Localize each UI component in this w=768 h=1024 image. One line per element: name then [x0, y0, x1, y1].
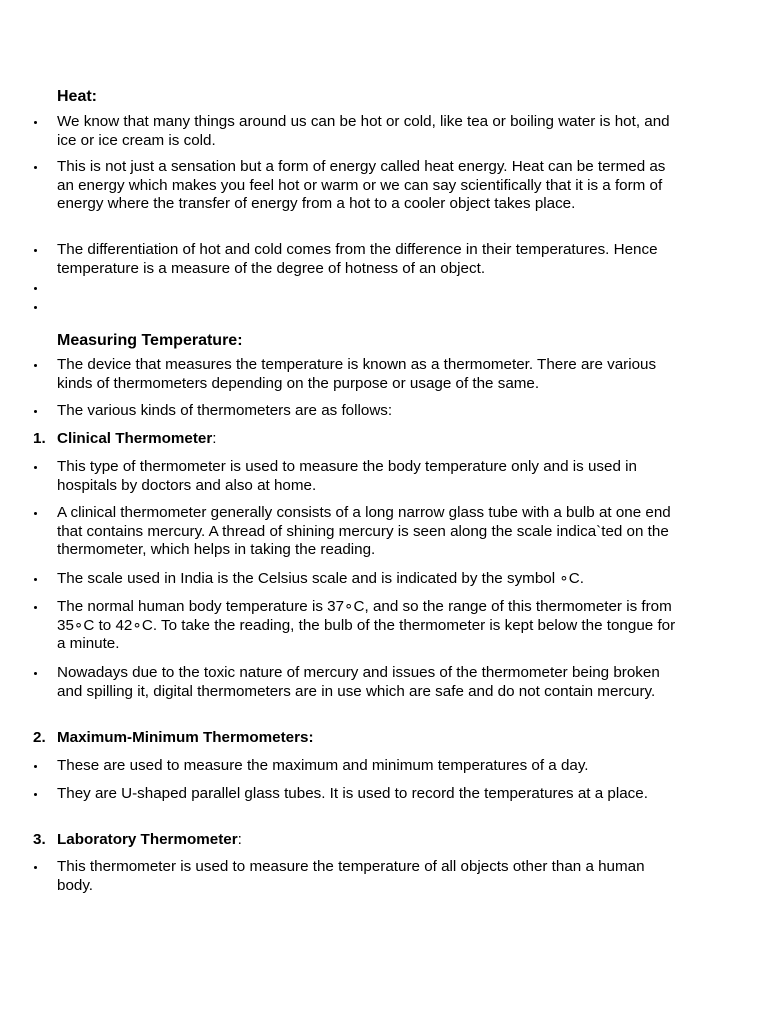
- heading-heat: Heat:: [57, 88, 98, 105]
- list-item: This type of thermometer is used to measure the body temperature only and is used in hospitals by doctors and also at home.: [30, 458, 680, 495]
- numbered-item-clinical-thermometer: 1. Clinical Thermometer:: [33, 430, 217, 447]
- bullet-icon: [34, 166, 37, 169]
- numbered-item-maximum-minimum-thermometers: 2. Maximum-Minimum Thermometers:: [33, 729, 314, 746]
- list-item: Nowadays due to the toxic nature of mercury and issues of the thermometer being broken and spilling it, digital thermometers are in use which are safe and do not contain mercury.: [30, 664, 680, 701]
- list-item: They are U-shaped parallel glass tubes. It is used to record the temperatures at a place.: [30, 785, 680, 804]
- subheading: Clinical Thermometer: [57, 430, 213, 447]
- bullet-icon: [34, 287, 37, 290]
- list-item: A clinical thermometer generally consists of a long narrow glass tube with a bulb at one end that contains mercury. A thread of shining mercury is seen along the scale indica`ted on the thermometer, which helps in taking the reading.: [30, 504, 680, 560]
- bullet-icon: [34, 364, 37, 367]
- list-item: We know that many things around us can be hot or cold, like tea or boiling water is hot, and ice or ice cream is cold.: [30, 113, 680, 150]
- list-item: The device that measures the temperature is known as a thermometer. There are various kinds of thermometers depending on the purpose or usage of the same.: [30, 356, 680, 393]
- bullet-icon: [34, 121, 37, 124]
- subheading: Laboratory Thermometer: [57, 831, 238, 848]
- bullet-icon: [34, 512, 37, 515]
- heading-measuring-temperature: Measuring Temperature:: [57, 332, 243, 349]
- subheading: Maximum-Minimum Thermometers: [57, 729, 309, 746]
- bullet-icon: [34, 606, 37, 609]
- list-item: The scale used in India is the Celsius scale and is indicated by the symbol ∘C.: [30, 570, 680, 589]
- bullet-icon: [34, 410, 37, 413]
- bullet-icon: [34, 672, 37, 675]
- bullet-icon: [34, 306, 37, 309]
- bullet-icon: [34, 866, 37, 869]
- list-item: These are used to measure the maximum and minimum temperatures of a day.: [30, 757, 680, 776]
- bullet-icon: [34, 793, 37, 796]
- list-item: The normal human body temperature is 37∘C, and so the range of this thermometer is from 35∘C to 42∘C. To take the reading, the bulb of the thermometer is kept below the tongue for a minute.: [30, 598, 680, 654]
- bullet-icon: [34, 765, 37, 768]
- list-item: This thermometer is used to measure the temperature of all objects other than a human body.: [30, 858, 680, 895]
- list-item: The differentiation of hot and cold comes from the difference in their temperatures. Hence temperature is a measure of the degree of hotness of an object.: [30, 241, 680, 278]
- list-item: The various kinds of thermometers are as follows:: [30, 402, 680, 421]
- bullet-icon: [34, 249, 37, 252]
- list-item: This is not just a sensation but a form of energy called heat energy. Heat can be termed as an energy which makes you feel hot or warm or we can say scientifically that it is a form of energy where the transfer of energy from a hot to a cooler object takes place.: [30, 158, 680, 214]
- bullet-icon: [34, 466, 37, 469]
- numbered-item-laboratory-thermometer: 3. Laboratory Thermometer:: [33, 831, 242, 848]
- bullet-icon: [34, 578, 37, 581]
